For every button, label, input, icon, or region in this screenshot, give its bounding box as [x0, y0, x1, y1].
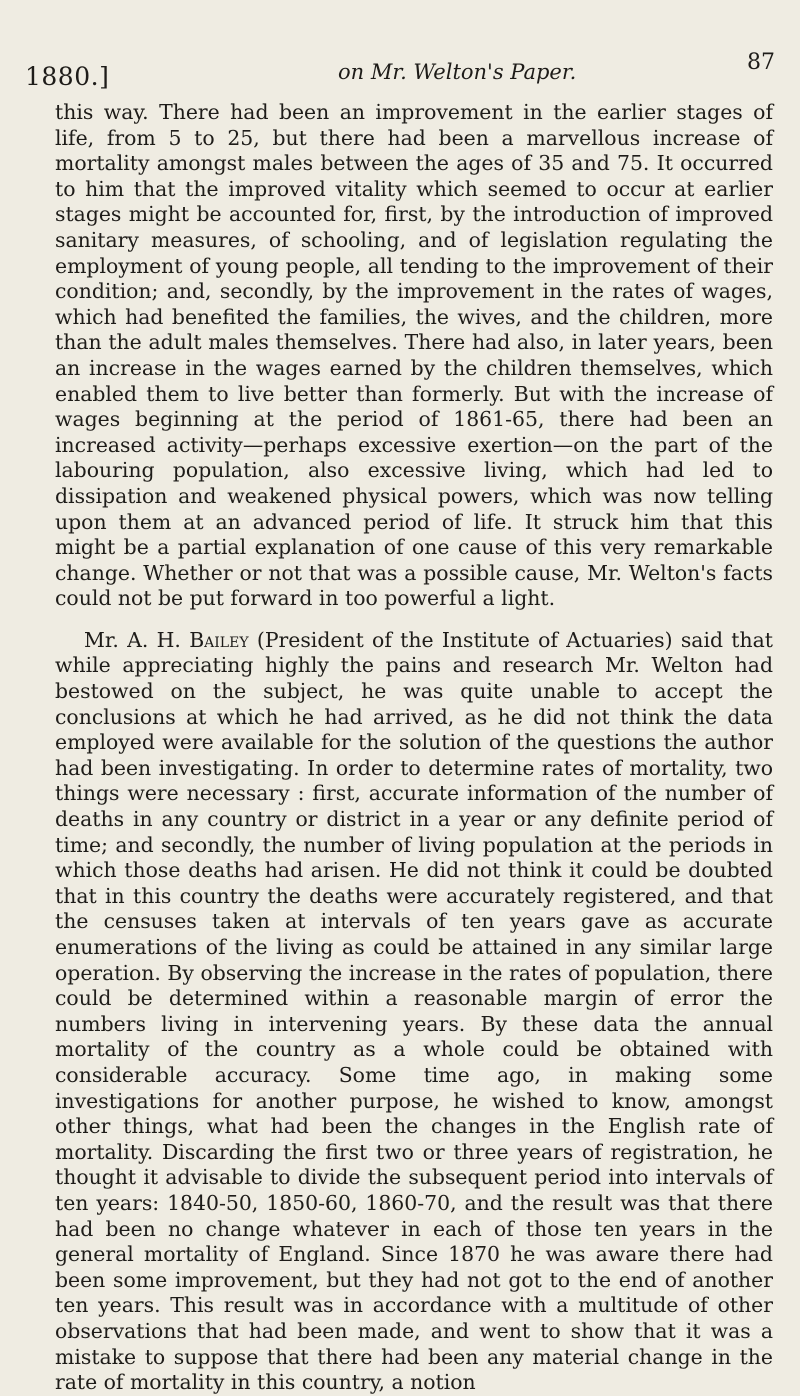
paragraph-continued: this way. There had been an improvement in the earlier stages of life, from 5 to 25, but there had been a marvellous increase of mortality amongst males between the ages of 35 and 75. It occurred to him that the improved vitality which seemed to occur at earlier stages might be accounted for, first, by the introduction of improved sanitary measures, of schooling, and of legislation regulating the employment of young people, all tending to the improvement of their condition; and, secondly, by the improvement in the rates of wages, which had benefited the families, the wives, and the children, more than the adult males themselves. There had also, in later years, been an increase in the wages earned by the children themselves, which enabled them to live better than formerly. But with the increase of wages beginning at the period of 1861-65, there had been an increased activity—perhaps excessive exertion—on the part of the labouring population, also excessive living, which had led to dissipation and weakened physical powers, which was now telling upon them at an advanced period of life. It struck him that this might be a partial explanation of one cause of this very remarkable change. Whether or not that was a possible cause, Mr. Welton's facts could not be put forward in too powerful a light. [55, 100, 773, 611]
page-number: 87 [747, 50, 775, 75]
paragraph-bailey [55, 628, 773, 1396]
speaker-name: Bailey [189, 627, 249, 652]
paragraph-body: (President of the Institute of Actuaries) said that while appreciating highly the pains and research Mr. Welton had bestowed on the subject, he was quite unable to accept the conclusions at which he had arrived, as he did not think the data employed were available for the solution of the questions the author had been investigating. In order to determine rates of mortality, two things were necessary : first, accurate information of the number of deaths in any country or district in a year or any definite period of time; and secondly, the number of living population at the periods in which those deaths had arisen. He did not think it could be doubted that in this country the deaths were accurately registered, and that the censuses taken at intervals of ten years gave as accurate enumerations of the living as could be attained in any similar large operation. By observing the increase in the rates of population, there could be determined within a reasonable margin of error the numbers living in intervening years. By these data the annual mortality of the country as a whole could be obtained with considerable accuracy. Some time ago, in making some investigations for another purpose, he wished to know, amongst other things, what had been the changes in the English rate of mortality. Discarding the first two or three years of registration, he thought it advisable to divide the subsequent period into intervals of ten years: 1840-50, 1850-60, 1860-70, and the result was that there had been no change whatever in each of those ten years in the general mortality of England. Since 1870 he was aware there had been some improvement, but they had not got to the end of another ten years. This result was in accordance with a multitude of other observations that had been made, and went to show that it was a mistake to suppose that there had been any material change in the rate of mortality in this country, a notion [55, 627, 773, 1395]
paragraph-lead: Mr. A. H. [84, 627, 190, 652]
running-head-year: 1880.] [25, 62, 110, 91]
running-head [20, 50, 785, 91]
running-head-title: on Mr. Welton's Paper. [338, 60, 577, 84]
body-text [55, 100, 773, 1396]
